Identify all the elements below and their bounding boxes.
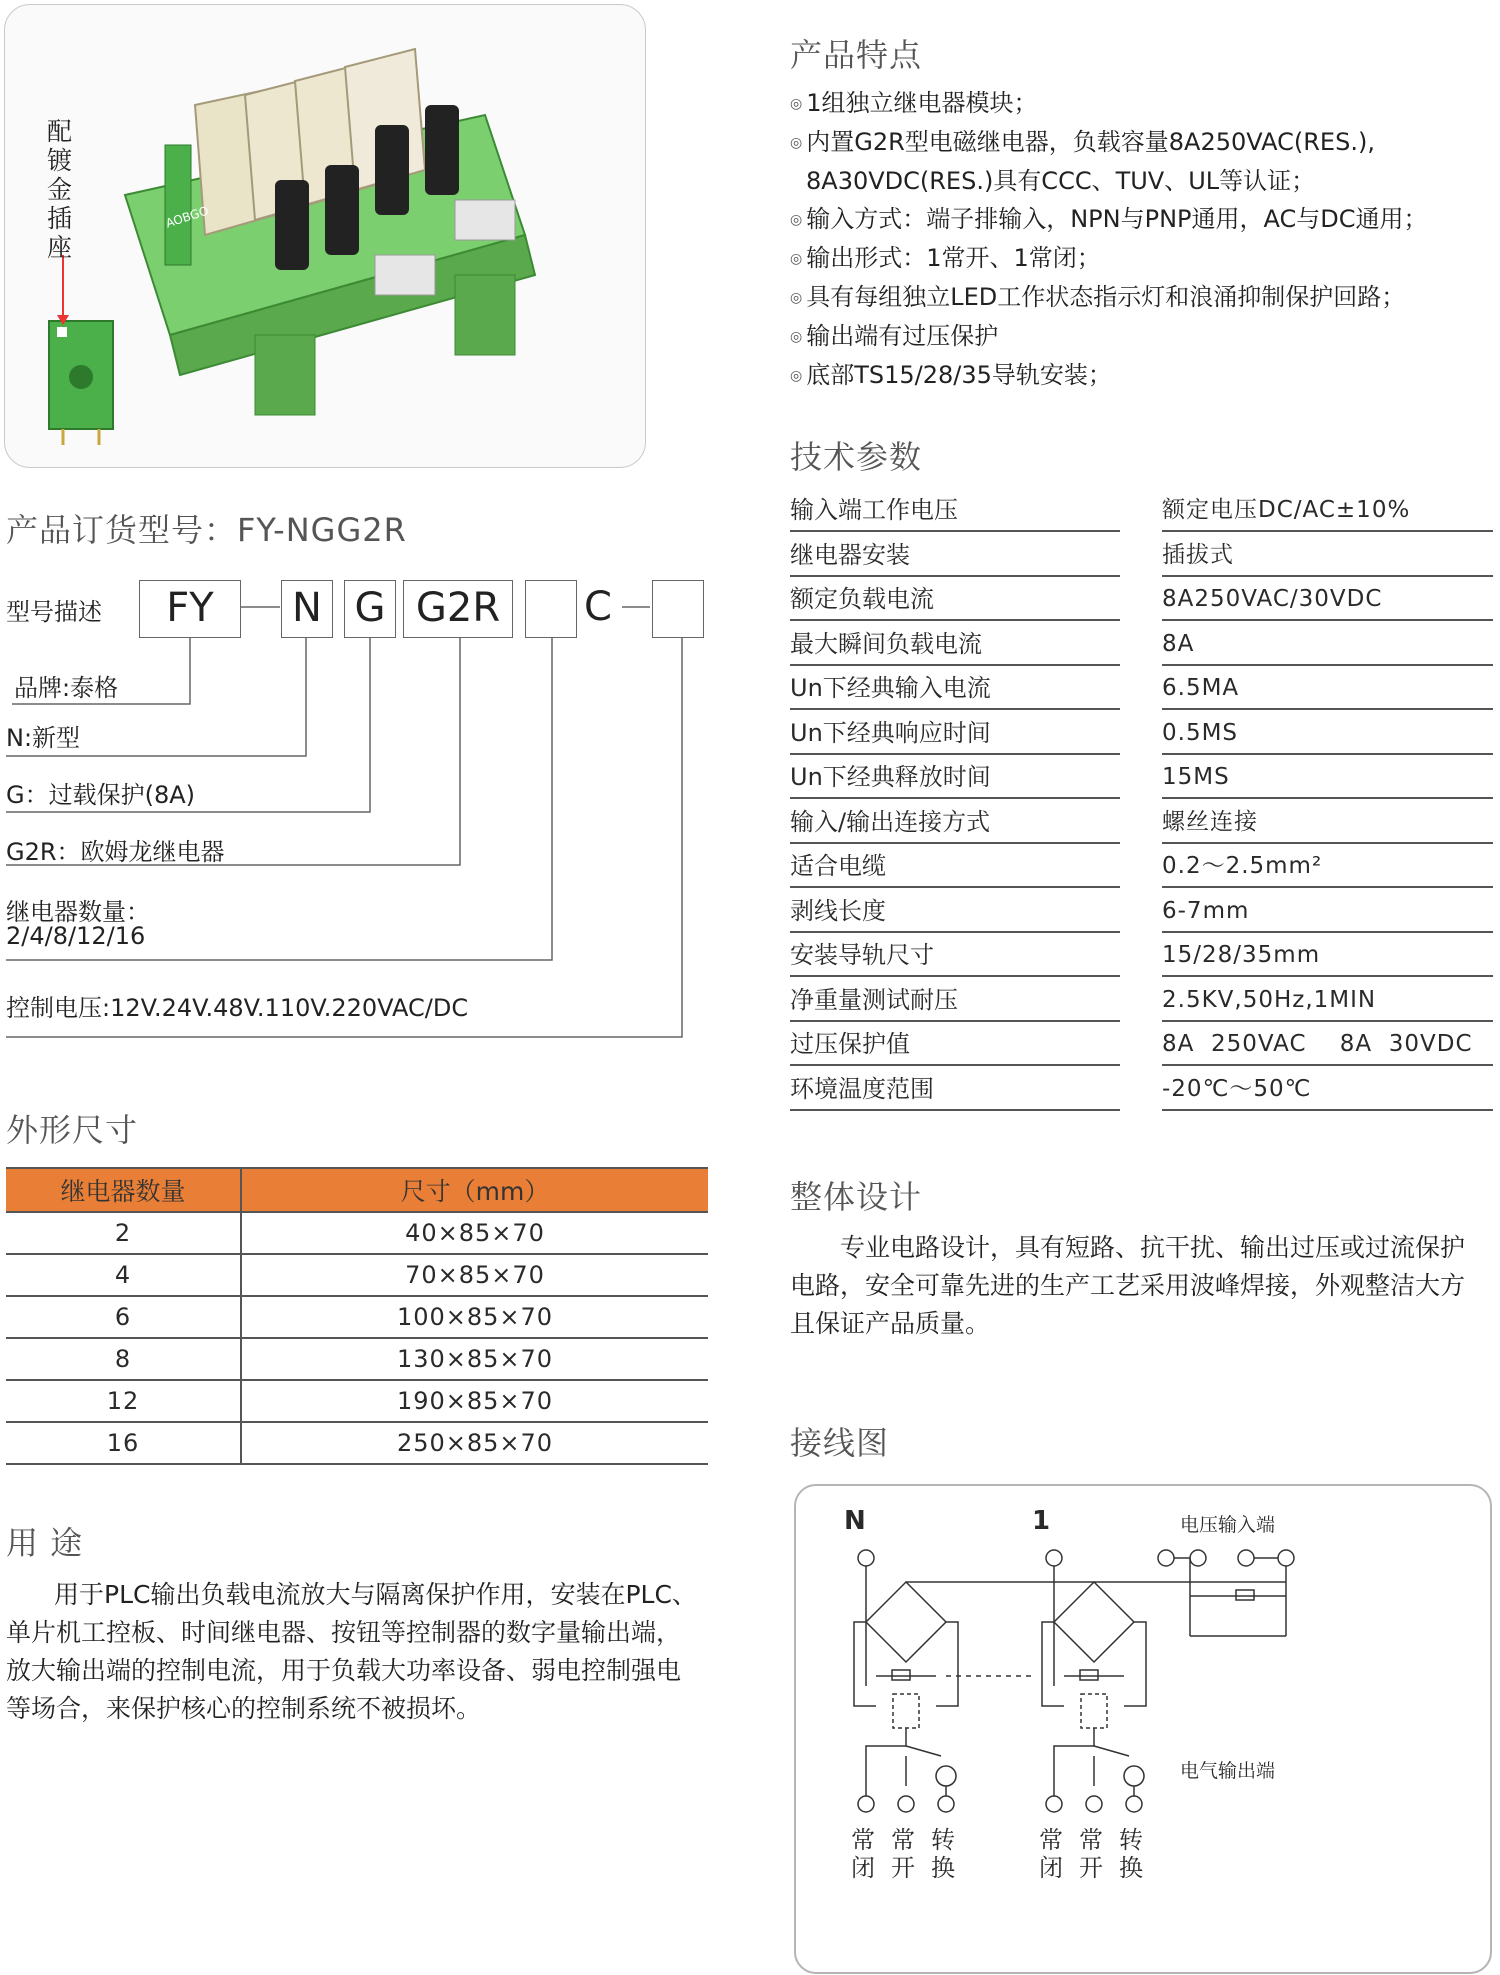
table-row: [6, 1296, 708, 1338]
socket-label: 配镀金插座: [47, 117, 73, 262]
param-value: -20℃～50℃: [1162, 1071, 1493, 1111]
param-row: [790, 848, 1493, 893]
param-key: Un下经典释放时间: [790, 759, 1120, 799]
features-list: [790, 84, 1490, 395]
explain-g: G：过载保护(8A): [6, 781, 196, 809]
param-value: 15MS: [1162, 759, 1493, 799]
param-value: 额定电压DC/AC±10%: [1162, 492, 1493, 532]
code-box-count: [525, 580, 577, 638]
size-cell: 190×85×70: [241, 1380, 708, 1422]
count-cell: 2: [6, 1212, 241, 1254]
param-key: 净重量测试耐压: [790, 982, 1120, 1022]
design-heading: 整体设计: [790, 1178, 923, 1216]
feature-text: 输出形式：1常开、1常闭；: [806, 244, 1101, 272]
code-box-fy: FY: [139, 580, 241, 638]
table-row: [6, 1422, 708, 1464]
feature-item: ◎ 具有每组独立LED工作状态指示灯和浪涌抑制保护回路；: [790, 283, 1406, 311]
feature-item: [790, 162, 1490, 200]
code-c: C: [584, 584, 612, 630]
param-row: [790, 982, 1493, 1027]
count-cell: 6: [6, 1296, 241, 1338]
param-key: Un下经典响应时间: [790, 715, 1120, 755]
param-value: 螺丝连接: [1162, 804, 1493, 844]
size-cell: 100×85×70: [241, 1296, 708, 1338]
explain-brand: 品牌:泰格: [14, 674, 119, 702]
count-cell: 4: [6, 1254, 241, 1296]
wiring-label-n: N: [844, 1506, 866, 1536]
param-value: 15/28/35mm: [1162, 937, 1493, 977]
param-row: [790, 1071, 1493, 1116]
usage-text: [6, 1576, 726, 1728]
param-row: [790, 804, 1493, 849]
usage-line: 放大输出端的控制电流，用于负载大功率设备、弱电控制强电: [6, 1656, 682, 1685]
param-key: 额定负载电流: [790, 581, 1120, 621]
feature-text: 1组独立继电器模块；: [806, 89, 1038, 117]
param-row: [790, 759, 1493, 804]
code-box-g: G: [344, 580, 396, 638]
code-box-voltage: [652, 580, 704, 638]
count-cell: 8: [6, 1338, 241, 1380]
param-row: [790, 937, 1493, 982]
terminal-com-2: 转换: [1119, 1826, 1143, 1882]
param-key: 输入/输出连接方式: [790, 804, 1120, 844]
size-cell: 70×85×70: [241, 1254, 708, 1296]
design-line: 专业电路设计，具有短路、抗干扰、输出过压或过流保护: [840, 1233, 1466, 1262]
param-key: 适合电缆: [790, 848, 1120, 888]
terminal-no-1: 常开: [891, 1826, 915, 1882]
param-value: 0.5MS: [1162, 715, 1493, 755]
param-row: [790, 670, 1493, 715]
count-cell: 16: [6, 1422, 241, 1464]
param-key: Un下经典输入电流: [790, 670, 1120, 710]
param-row: [790, 492, 1493, 537]
header-size: 尺寸（mm）: [241, 1168, 708, 1212]
param-value: 6-7mm: [1162, 893, 1493, 933]
product-photo: [5, 5, 645, 467]
param-row: [790, 626, 1493, 671]
param-key: 剥线长度: [790, 893, 1120, 933]
feature-text: 内置G2R型电磁继电器，负载容量8A250VAC(RES.),: [806, 128, 1375, 156]
param-row: [790, 893, 1493, 938]
param-value: 2.5KV,50Hz,1MIN: [1162, 982, 1493, 1022]
param-value: 8A: [1162, 626, 1493, 666]
explain-count-values: 2/4/8/12/16: [6, 922, 146, 950]
param-value: 8A 250VAC 8A 30VDC: [1162, 1026, 1493, 1066]
size-cell: 130×85×70: [241, 1338, 708, 1380]
terminal-com-1: 转换: [931, 1826, 955, 1882]
param-row: [790, 715, 1493, 760]
params-heading: 技术参数: [790, 438, 923, 476]
usage-heading: 用 途: [6, 1524, 84, 1562]
dimensions-header-row: [6, 1168, 708, 1212]
feature-text: 输出端有过压保护: [806, 322, 999, 350]
design-text: [790, 1229, 1500, 1343]
param-row: [790, 581, 1493, 626]
table-row: [6, 1212, 708, 1254]
feature-item: ◎ 底部TS15/28/35导轨安装；: [790, 361, 1112, 389]
wiring-heading: 接线图: [790, 1424, 890, 1462]
feature-item: ◎ 输出端有过压保护: [790, 322, 999, 350]
module-brand: AOBGO: [163, 203, 211, 231]
usage-line: 用于PLC输出负载电流放大与隔离保护作用，安装在PLC、: [54, 1580, 697, 1609]
param-key: 环境温度范围: [790, 1071, 1120, 1111]
terminal-no-2: 常开: [1079, 1826, 1103, 1882]
product-photo-frame: [4, 4, 646, 468]
design-line: 且保证产品质量。: [790, 1309, 991, 1338]
dimensions-table: [6, 1167, 708, 1465]
table-row: [6, 1254, 708, 1296]
wiring-label-1: 1: [1032, 1506, 1051, 1536]
size-cell: 250×85×70: [241, 1422, 708, 1464]
input-terminal-label: 电压输入端: [1180, 1514, 1276, 1536]
model-desc-label: 型号描述: [6, 598, 102, 626]
feature-item: ◎ 输出形式：1常开、1常闭；: [790, 244, 1101, 272]
feature-text: 具有每组独立LED工作状态指示灯和浪涌抑制保护回路；: [806, 283, 1406, 311]
param-value: 6.5MA: [1162, 670, 1493, 710]
code-box-n: N: [281, 580, 333, 638]
param-value: 8A250VAC/30VDC: [1162, 581, 1493, 621]
wiring-diagram-frame: [794, 1484, 1492, 1974]
terminal-nc-1: 常闭: [851, 1826, 875, 1882]
param-key: 输入端工作电压: [790, 492, 1120, 532]
param-key: 最大瞬间负载电流: [790, 626, 1120, 666]
param-key: 过压保护值: [790, 1026, 1120, 1066]
terminal-nc-2: 常闭: [1039, 1826, 1063, 1882]
table-row: [6, 1380, 708, 1422]
dimensions-heading: 外形尺寸: [6, 1111, 139, 1149]
code-box-g2r: G2R: [403, 580, 513, 638]
design-line: 电路，安全可靠先进的生产工艺采用波峰焊接，外观整洁大方: [790, 1271, 1466, 1300]
usage-line: 单片机工控板、时间继电器、按钮等控制器的数字量输出端，: [6, 1618, 682, 1647]
header-count: 继电器数量: [6, 1168, 241, 1212]
param-row: [790, 1026, 1493, 1071]
order-title: 产品订货型号：FY-NGG2R: [6, 511, 407, 549]
feature-item: ◎ 内置G2R型电磁继电器，负载容量8A250VAC(RES.),: [790, 128, 1375, 156]
explain-voltage: 控制电压:12V.24V.48V.110V.220VAC/DC: [6, 994, 469, 1022]
feature-text: 底部TS15/28/35导轨安装；: [806, 361, 1112, 389]
feature-text: 8A30VDC(RES.)具有CCC、TUV、UL等认证；: [806, 167, 1316, 195]
explain-g2r: G2R：欧姆龙继电器: [6, 838, 225, 866]
param-key: 继电器安装: [790, 537, 1120, 577]
model-code-lines: [0, 575, 720, 1045]
count-cell: 12: [6, 1380, 241, 1422]
param-value: 插拔式: [1162, 537, 1493, 577]
size-cell: 40×85×70: [241, 1212, 708, 1254]
feature-text: 输入方式：端子排输入，NPN与PNP通用，AC与DC通用；: [806, 205, 1428, 233]
explain-count: 继电器数量：: [6, 898, 150, 926]
param-key: 安装导轨尺寸: [790, 937, 1120, 977]
param-row: [790, 537, 1493, 582]
params-table: [790, 492, 1493, 1115]
usage-line: 等场合，来保护核心的控制系统不被损坏。: [6, 1694, 482, 1723]
param-value: 0.2～2.5mm²: [1162, 848, 1493, 888]
table-row: [6, 1338, 708, 1380]
wiring-diagram: [796, 1486, 1490, 1972]
feature-item: ◎ 1组独立继电器模块；: [790, 89, 1038, 117]
feature-item: ◎ 输入方式：端子排输入，NPN与PNP通用，AC与DC通用；: [790, 205, 1428, 233]
explain-n: N:新型: [6, 724, 81, 752]
output-terminal-label: 电气输出端: [1180, 1760, 1276, 1782]
features-heading: 产品特点: [790, 36, 923, 74]
